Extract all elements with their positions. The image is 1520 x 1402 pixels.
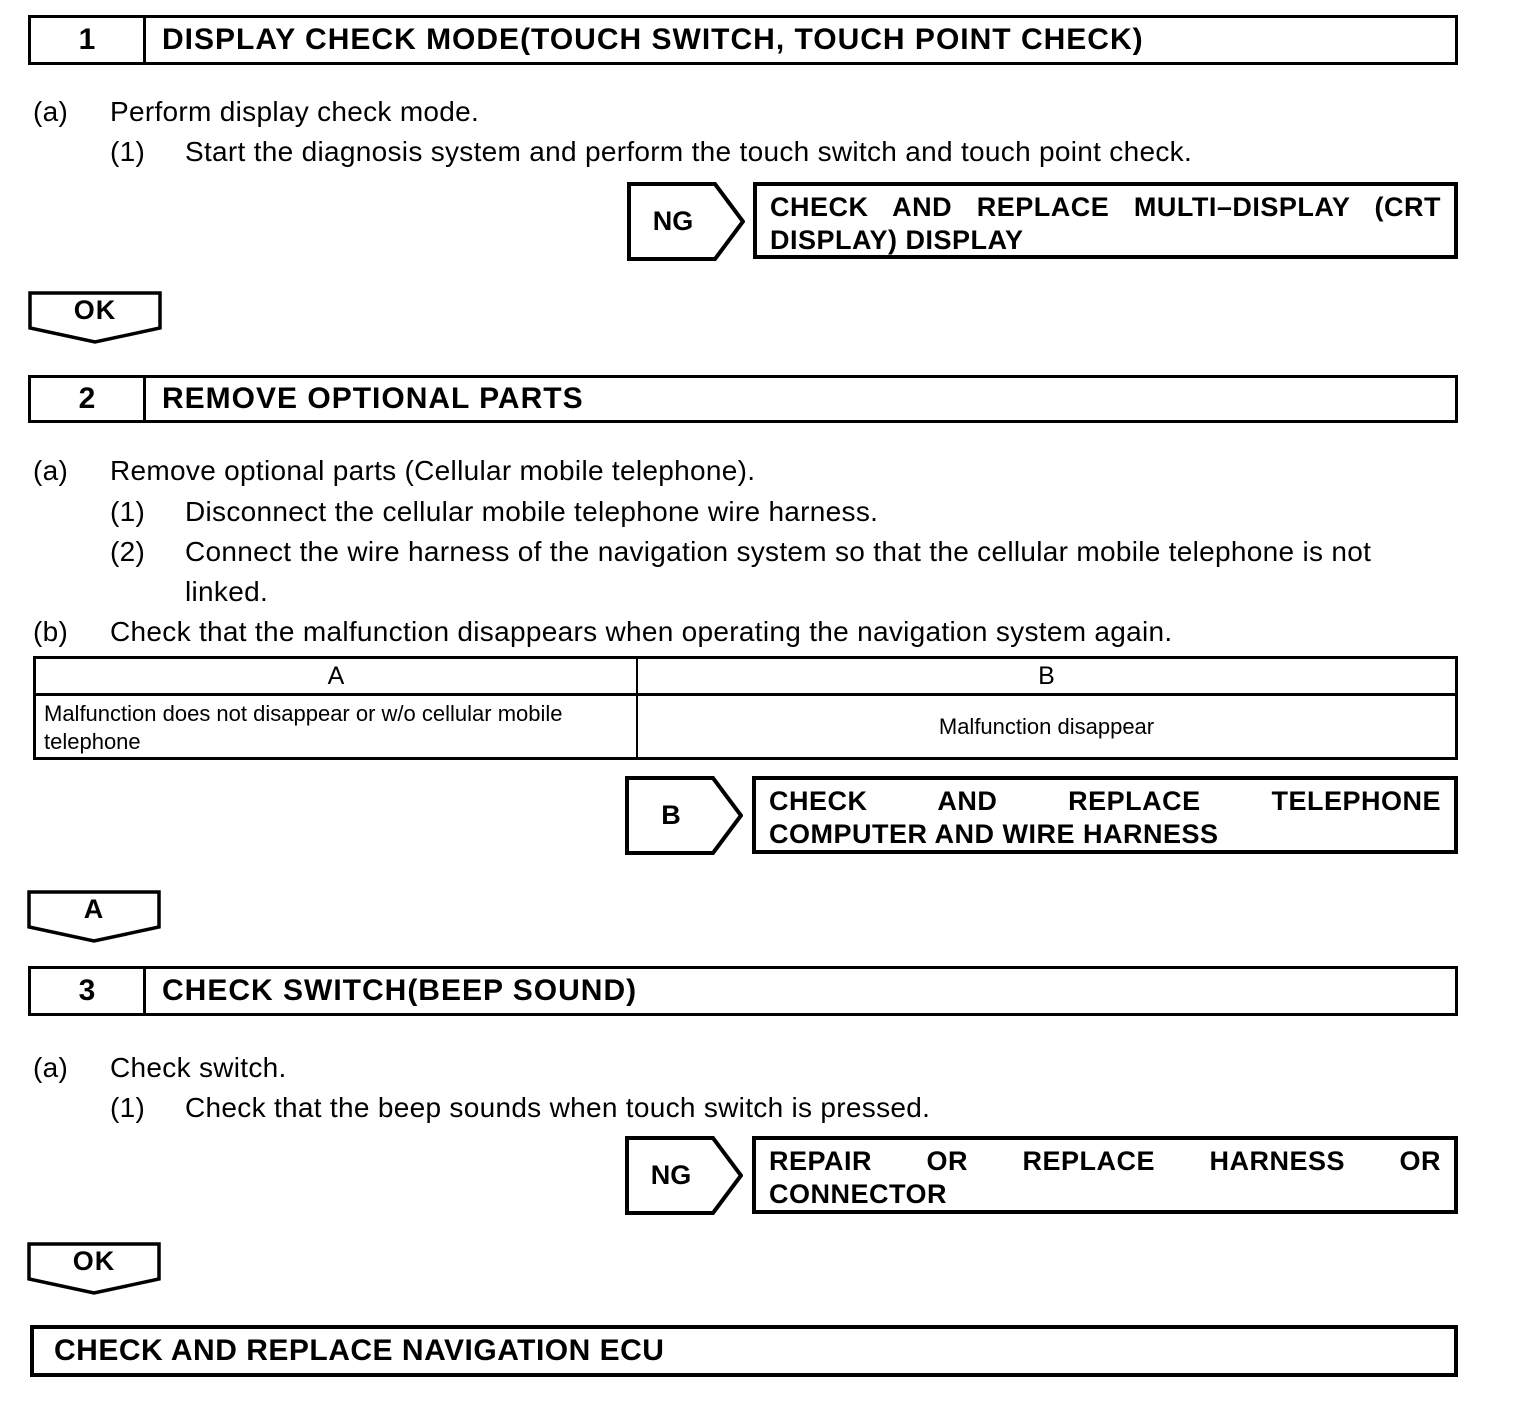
- step2-item-b: [0, 616, 1520, 652]
- step1-number: 1: [31, 18, 146, 62]
- branch-label: B: [661, 800, 681, 830]
- list-marker: (a): [33, 455, 69, 486]
- table-cell-b: Malfunction disappear: [938, 713, 1155, 739]
- branch-label: NG: [652, 206, 694, 236]
- step3-title: CHECK SWITCH(BEEP SOUND): [162, 974, 638, 1007]
- list-text: linked.: [185, 576, 269, 607]
- step3-header: [28, 966, 1458, 1016]
- step2-connector: [27, 890, 161, 944]
- step3-branch-arrow: [625, 1136, 743, 1215]
- list-text: Check that the malfunction disappears when operating the navigation system again.: [110, 616, 1173, 647]
- step3-number: 3: [31, 969, 146, 1013]
- step3-item-a1: [0, 1092, 1520, 1128]
- list-text: Connect the wire harness of the navigation system so that the cellular mobile telephone is not: [185, 536, 1372, 567]
- table-header-b: B: [1038, 661, 1055, 690]
- step3-item-a: [0, 1052, 1520, 1088]
- step1-connector: [28, 291, 162, 345]
- result-line: COMPUTER AND WIRE HARNESS: [769, 819, 1219, 849]
- list-marker: (1): [110, 136, 146, 167]
- branch-label: NG: [650, 1160, 692, 1190]
- table-header-row: [36, 659, 1455, 696]
- list-text: Check switch.: [110, 1052, 287, 1083]
- step2-header: [28, 375, 1458, 423]
- list-text: Disconnect the cellular mobile telephone wire harness.: [185, 496, 879, 527]
- list-marker: (b): [33, 616, 69, 647]
- list-marker: (a): [33, 96, 69, 127]
- decision-table: [33, 656, 1458, 760]
- result-line: REPAIR OR REPLACE HARNESS OR: [769, 1146, 1441, 1176]
- step1-header: [28, 15, 1458, 65]
- table-cell-a: Malfunction does not disappear or w/o cellular mobile telephone: [36, 696, 638, 757]
- connector-label: OK: [72, 1246, 116, 1276]
- step2-number: 2: [31, 378, 146, 420]
- step2-item-a2: [0, 536, 1520, 572]
- result-line: DISPLAY) DISPLAY: [770, 225, 1024, 255]
- list-text: Check that the beep sounds when touch switch is pressed.: [185, 1092, 931, 1123]
- result-line: CHECK AND REPLACE MULTI–DISPLAY (CRT: [770, 192, 1441, 222]
- list-text: Remove optional parts (Cellular mobile telephone).: [110, 455, 756, 486]
- step2-item-a: [0, 455, 1520, 491]
- step1-title: DISPLAY CHECK MODE(TOUCH SWITCH, TOUCH POINT CHECK): [162, 23, 1144, 56]
- step1-branch-arrow: [627, 182, 745, 261]
- list-marker: (2): [110, 536, 146, 567]
- table-header-a: A: [36, 659, 638, 693]
- list-marker: (a): [33, 1052, 69, 1083]
- final-action-box: CHECK AND REPLACE NAVIGATION ECU: [30, 1325, 1458, 1377]
- step1-result-box: [753, 182, 1458, 259]
- list-text: Perform display check mode.: [110, 96, 480, 127]
- step2-branch-arrow: [625, 776, 743, 855]
- step2-item-a2-continuation: [0, 576, 1520, 612]
- step2-item-a1: [0, 496, 1520, 532]
- step2-result-box: [752, 776, 1458, 854]
- list-marker: (1): [110, 1092, 146, 1123]
- connector-label: OK: [73, 295, 117, 325]
- connector-label: A: [83, 894, 105, 924]
- step1-item-a1: [0, 136, 1520, 172]
- step3-connector: [27, 1242, 161, 1296]
- step2-title: REMOVE OPTIONAL PARTS: [162, 382, 584, 415]
- step3-result-box: [752, 1136, 1458, 1214]
- result-line: CONNECTOR: [769, 1179, 948, 1209]
- table-body-row: [36, 696, 1455, 757]
- list-marker: (1): [110, 496, 146, 527]
- list-text: Start the diagnosis system and perform the touch switch and touch point check.: [185, 136, 1193, 167]
- step1-item-a: [0, 96, 1520, 132]
- result-line: CHECK AND REPLACE TELEPHONE: [769, 786, 1441, 816]
